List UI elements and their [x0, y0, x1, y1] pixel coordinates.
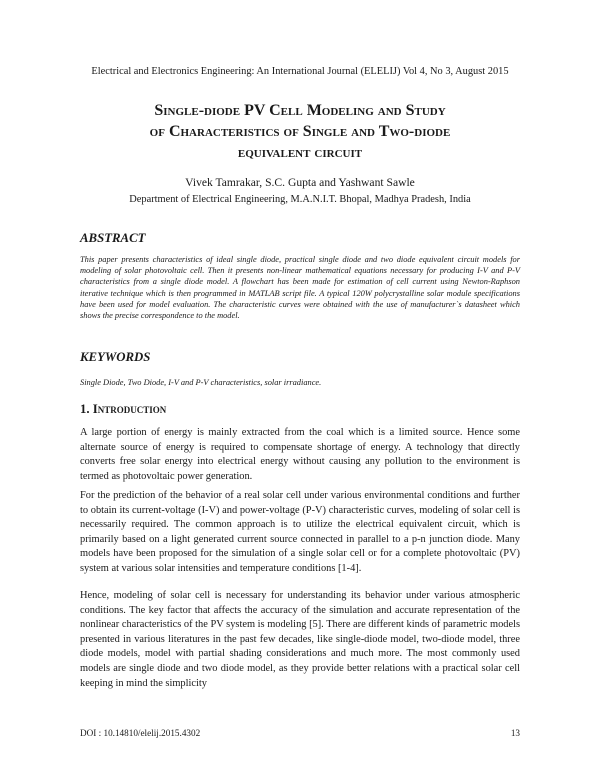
title-line-2: of Characteristics of Single and Two-diode — [149, 123, 451, 140]
paper-title — [40, 100, 560, 163]
author-list: Vivek Tamrakar, S.C. Gupta and Yashwant Sawle — [185, 176, 415, 189]
intro-paragraph-1: A large portion of energy is mainly extracted from the coal which is a limited source. Hence some alternate source of energy is required to compensate shortage of energy. A technology that directly converts free solar energy into electrical energy without causing any pollution to the environment is termed as photovoltaic power generation. — [80, 427, 520, 482]
affiliation: Department of Electrical Engineering, M.A.N.I.T. Bhopal, Madhya Pradesh, India — [129, 194, 471, 205]
abstract-heading: ABSTRACT — [80, 231, 146, 245]
keywords-heading: KEYWORDS — [80, 350, 151, 364]
title-line-1: Single-diode PV Cell Modeling and Study — [154, 102, 446, 119]
introduction-heading — [80, 402, 166, 417]
title-line-3: equivalent circuit — [237, 144, 363, 161]
journal-header: Electrical and Electronics Engineering: An International Journal (ELELIJ) Vol 4, No 3, August 2015 — [91, 66, 509, 77]
intro-paragraph-3: Hence, modeling of solar cell is necessary for understanding its behavior under various atmospheric conditions. The key factor that affects the accuracy of the simulation and accurate representation of the nonlinear characteristics of the PV system is modeling [5]. There are different kinds of parametric models presented in various literatures in the past few decades, like single-diode model, two-diode model, three diode models, model with partial shading considerations and much more. The most commonly used models are single diode and two diode model, as they provide better relations with a practical solar cell keeping in mind the simplicity — [80, 590, 520, 689]
keywords-text: Single Diode, Two Diode, I-V and P-V characteristics, solar irradiance. — [80, 378, 322, 387]
abstract-text: This paper presents characteristics of ideal single diode, practical single diode and two diode equivalent circuit models for modeling of solar photovoltaic cell. Then it presents non-linear mathematical equations necessary for producing I-V and P-V characteristics from a single diode model. A flowchart has been made for estimation of cell current using Newton-Raphson iterative technique which is then programmed in MATLAB script file. A typical 120W polycrystalline solar module specifications have been used for model evaluation. The characteristic curves were obtained with the use of manufacturer`s datasheet which shows the precise correspondence to the model. — [80, 255, 520, 321]
introduction-heading-text: 1. Introduction — [80, 402, 167, 416]
doi-footer: DOI : 10.14810/elelij.2015.4302 — [80, 728, 201, 738]
intro-paragraph-2: For the prediction of the behavior of a real solar cell under various environmental conditions and further to obtain its current-voltage (I-V) and power-voltage (P-V) characteristic curves, modeling of solar cell is necessarily required. The common approach is to utilize the electrical equivalent circuit, which is primarily based on a light generated current source connected in parallel to a p-n junction diode. Many models have been proposed for the simulation of a single solar cell or for a complete photovoltaic (PV) system at various solar intensities and temperature conditions [1-4]. — [80, 490, 520, 574]
page-number: 13 — [510, 728, 520, 738]
